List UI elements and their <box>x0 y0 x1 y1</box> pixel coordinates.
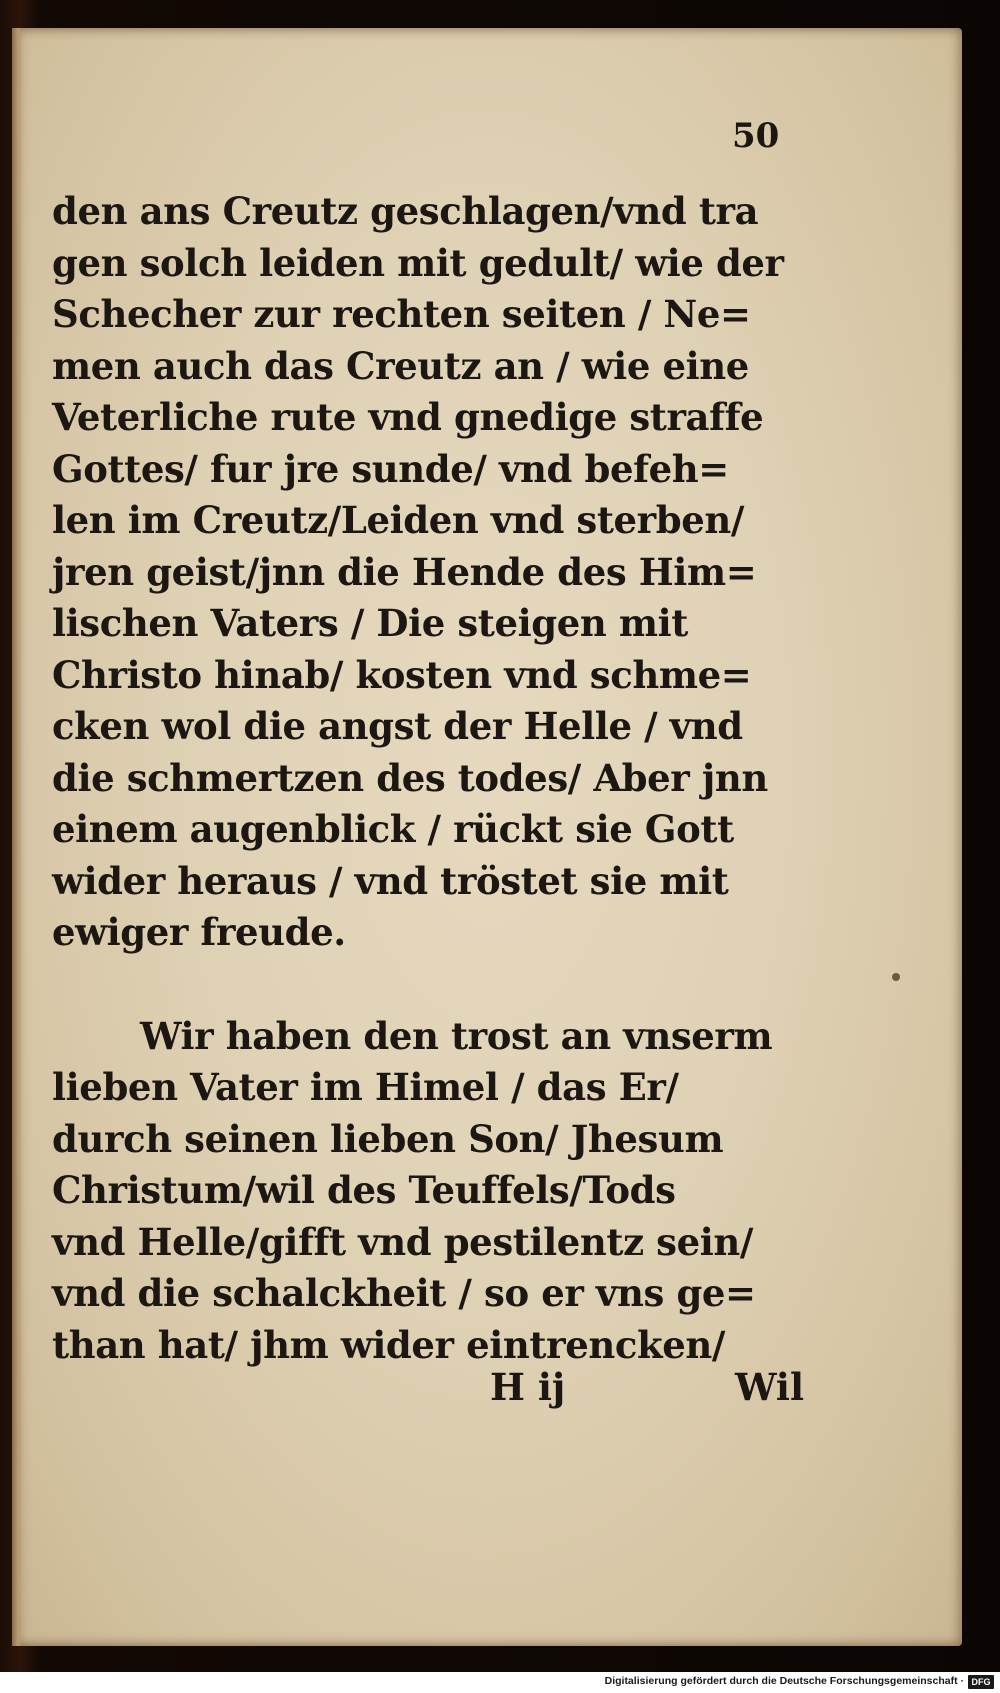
text-line: Gottes/ fur jre sunde/ vnd befeh= <box>52 446 729 491</box>
text-line: gen solch leiden mit gedult/ wie der <box>52 240 784 285</box>
text-line: die schmertzen des todes/ Aber jnn <box>52 755 768 800</box>
text-line: Christum/wil des Teuffels/Tods <box>52 1168 676 1212</box>
paper-stain <box>892 973 900 981</box>
text-line: len im Creutz/Leiden vnd sterben/ <box>52 498 745 542</box>
footer-bar <box>0 1672 1000 1693</box>
folio-number: 50 <box>732 116 780 156</box>
paragraph-gap <box>52 959 812 1011</box>
text-block <box>52 186 812 1371</box>
text-line: ewiger freude. <box>52 910 346 954</box>
signature-mark: H ij <box>490 1365 566 1409</box>
text-line: vnd Helle/gifft vnd pestilentz sein/ <box>52 1219 754 1264</box>
text-line: Schecher zur rechten seiten / Ne= <box>52 292 751 336</box>
page-gutter-shadow <box>12 28 22 1646</box>
text-line: than hat/ jhm wider eintrencken/ <box>52 1322 725 1367</box>
text-line: durch seinen lieben Son/ Jhesum <box>52 1116 724 1161</box>
text-line: Veterliche rute vnd gnedige straffe <box>52 395 764 439</box>
text-line: jren geist/jnn die Hende des Him= <box>52 549 757 594</box>
book-page <box>12 28 962 1646</box>
text-line: einem augenblick / rückt sie Gott <box>52 807 734 851</box>
text-line: wider heraus / vnd tröstet sie mit <box>52 858 729 903</box>
text-line: vnd die schalckheit / so er vns ge= <box>52 1271 756 1315</box>
catchline <box>52 1365 812 1417</box>
text-line: Christo hinab/ kosten vnd schme= <box>52 652 752 697</box>
text-line: den ans Creutz geschlagen/vnd tra <box>52 189 759 233</box>
funding-credit: Digitalisierung gefördert durch die Deutsche Forschungsgemeinschaft · <box>604 1675 964 1687</box>
dfg-logo-icon: DFG <box>968 1675 994 1689</box>
text-line: men auch das Creutz an / wie eine <box>52 343 749 388</box>
catchword: Wil <box>734 1365 804 1409</box>
text-line: lieben Vater im Himel / das Er/ <box>52 1065 679 1109</box>
text-line: cken wol die angst der Helle / vnd <box>52 704 743 748</box>
text-line: Wir haben den trost an vnserm <box>140 1013 773 1058</box>
text-line: lischen Vaters / Die steigen mit <box>52 601 688 645</box>
